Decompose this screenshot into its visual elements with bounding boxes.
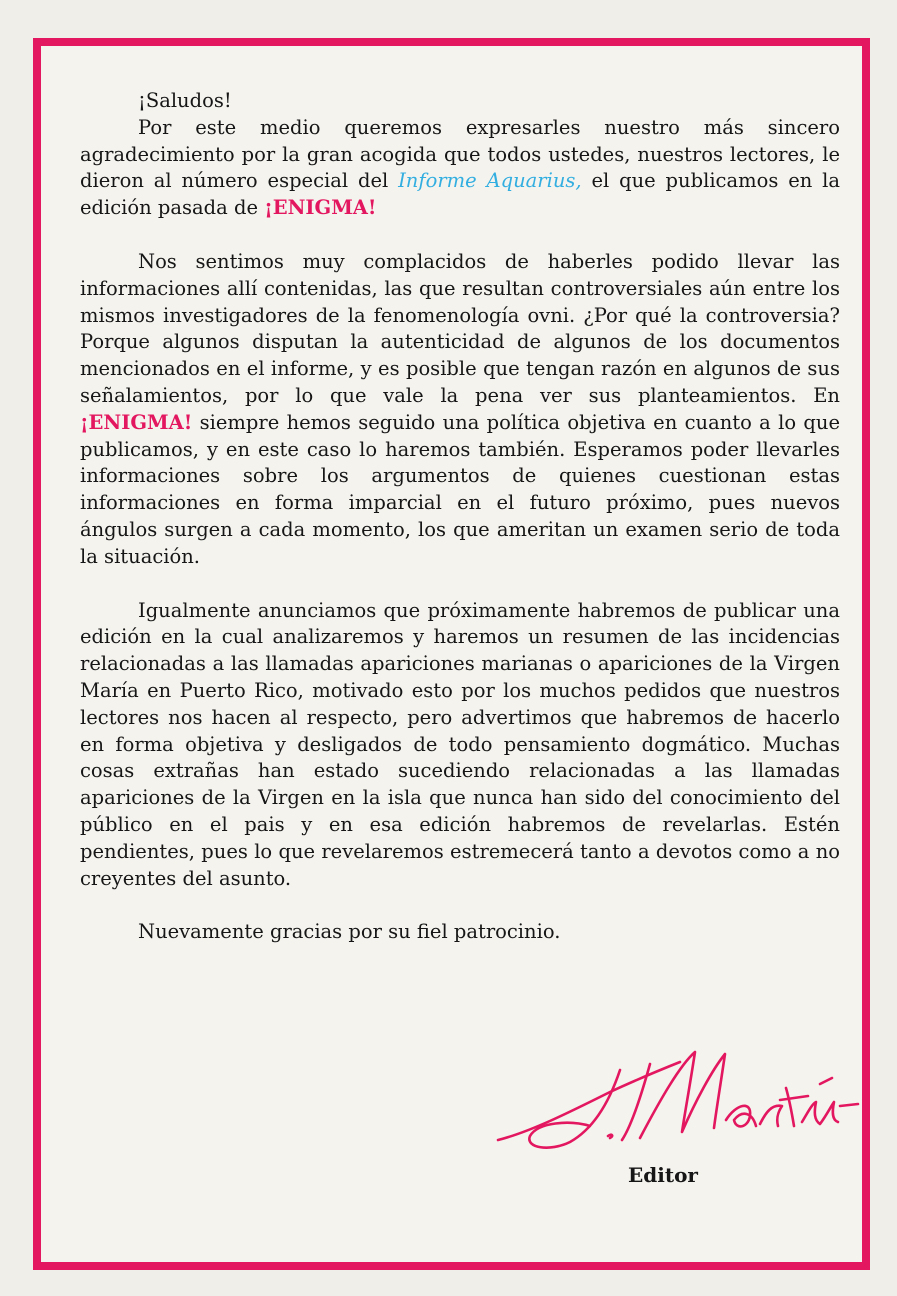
signer-title: Editor (628, 1163, 698, 1187)
paragraph-announcement: Igualmente anunciamos que próximamente habremos de publicar una edición en la cual analizaremos y haremos un resumen de las incidencias relacionadas a las llamadas apariciones marianas o apariciones de la Virgen María en Puerto Rico, motivado esto por los muchos pedidos que nuestros lectores nos hacen al respecto, pero advertimos que habremos de hacerlo en forma objetiva y desligados de todo pensamiento dogmático. Muchas cosas extrañas han estado sucediendo relacionadas a las llamadas apariciones de la Virgen en la isla que nunca han sido del conocimiento del público en el pais y en esa edición habremos de revelarlas. Estén pendientes, pues lo que revelaremos estremecerá tanto a devotos como a no creyentes del asunto. (80, 598, 840, 890)
closing-line: Nuevamente gracias por su fiel patrocinio. (138, 920, 561, 944)
handwritten-signature (490, 1040, 860, 1160)
paragraph-thanks-text-b: el que publicamos en la edición pasada de (80, 169, 841, 220)
paragraph-thanks-text-a: Por este medio queremos expresarles nuestro más sincero agradecimiento por la gran acogida que todos ustedes, nuestros lectores, le dieron al número especial del (80, 115, 840, 193)
paragraph-controversy-text-a: Nos sentimos muy complacidos de haberles podido llevar las informaciones allí contenidas, las que resultan controversiales aún entre los mismos investigadores de la fenomenología ovni. ¿Por qué la controversia? Porque algunos disputan la autenticidad de algunos de los documentos mencionados en el informe, y es posible que tengan razón en algunos de sus señalamientos, por lo que vale la pena ver sus planteamientos. En (80, 249, 840, 407)
paragraph-thanks (80, 115, 840, 222)
paragraph-controversy-text-b: siempre hemos seguido una política objetiva en cuanto a lo que publicamos, y en este caso lo haremos también. Esperamos poder llevarles informaciones sobre los argumentos de quienes cuestionan estas informaciones en forma imparcial en el futuro próximo, pues nuevos ángulos surgen a cada momento, los que ameritan un examen serio de toda la situación. (80, 410, 840, 568)
editor-letter (80, 88, 840, 946)
greeting: ¡Saludos! (138, 89, 232, 112)
paragraph-controversy (80, 249, 840, 571)
magazine-name: ¡ENIGMA! (264, 196, 377, 220)
report-title: Informe Aquarius, (398, 169, 582, 193)
magazine-name: ¡ENIGMA! (80, 410, 193, 434)
